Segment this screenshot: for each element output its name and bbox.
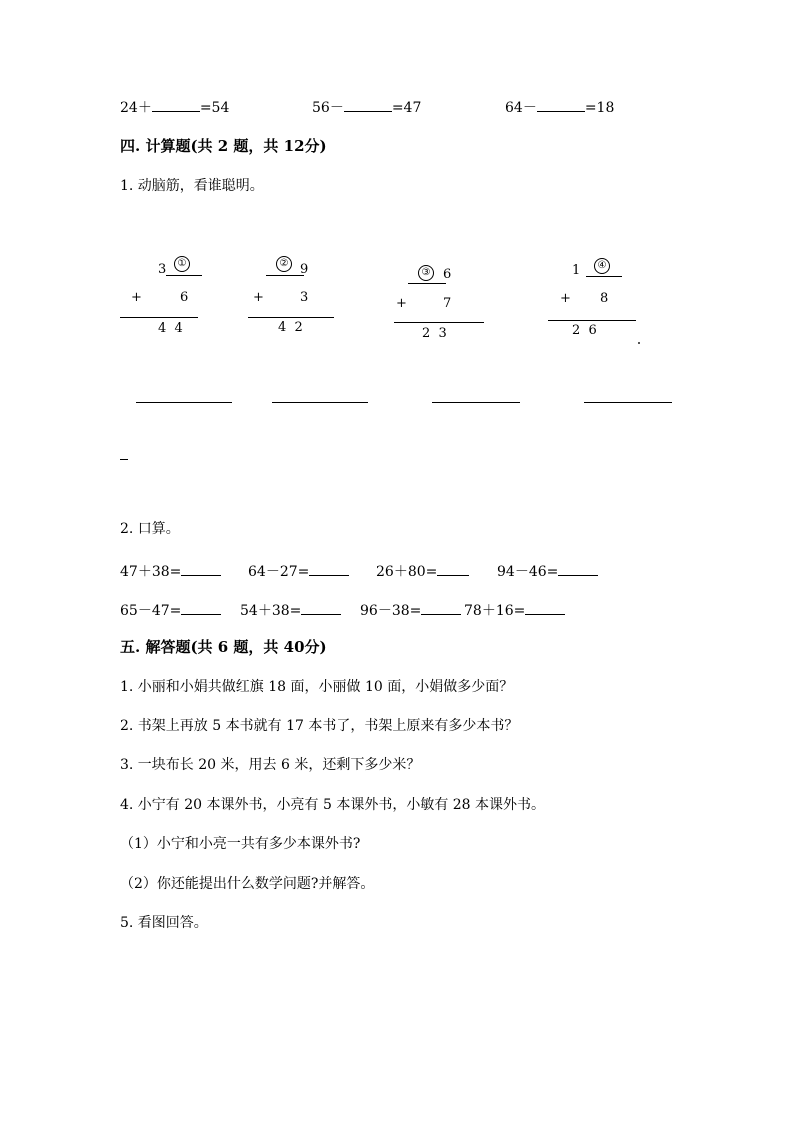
addend: 3 (300, 290, 309, 305)
answer-blank[interactable] (421, 602, 461, 615)
oral-item (497, 563, 598, 579)
answer-blank[interactable] (537, 99, 585, 112)
answer-blank[interactable] (301, 602, 341, 615)
section5-q1: 1. 小丽和小娟共做红旗 18 面，小丽做 10 面，小娟做多少面？ (120, 679, 514, 695)
answer-line-2[interactable] (272, 402, 368, 403)
addend: 8 (600, 291, 609, 306)
oral-expr: 65－47= (120, 603, 182, 619)
oral-expr: 78＋16= (464, 603, 526, 619)
answer-blank[interactable] (344, 99, 392, 112)
top-digit: 1 (572, 263, 581, 278)
answer-blank[interactable] (181, 602, 221, 615)
section5-q4-sub1: （1）小宁和小亮一共有多少本课外书? (120, 836, 361, 852)
addend: 7 (443, 296, 452, 311)
section5-q2: 2. 书架上再放 5 本书就有 17 本书了，书架上原来有多少本书？ (120, 718, 519, 734)
result: 2 6 (572, 323, 597, 338)
section5-q3: 3. 一块布长 20 米，用去 6 米，还剩下多少米？ (120, 757, 421, 773)
answer-blank[interactable] (525, 602, 565, 615)
top-underline (166, 275, 202, 276)
oral-expr: 96－38= (360, 603, 422, 619)
top-underline (408, 283, 446, 284)
oral-item (120, 563, 221, 579)
section5-q4-sub2: （2）你还能提出什么数学问题?并解答。 (120, 876, 375, 892)
fill-expr-left: 64－ (505, 100, 537, 116)
result: 4 4 (158, 321, 183, 336)
section4-heading: 四. 计算题(共 2 题，共 12分) (120, 137, 327, 155)
fill-expr-right: =18 (584, 100, 615, 116)
result: 4 2 (278, 320, 303, 335)
section4-q1: 1. 动脑筋，看谁聪明。 (120, 178, 264, 194)
fill-expr-right: =54 (199, 100, 230, 116)
stray-mark (638, 342, 640, 344)
section4-q2: 2. 口算。 (120, 521, 180, 537)
sum-line (248, 317, 334, 318)
blank-circle-4[interactable]: ④ (594, 258, 610, 274)
section5-q4: 4. 小宁有 20 本课外书，小亮有 5 本课外书，小敏有 28 本课外书。 (120, 797, 546, 813)
oral-expr: 94－46= (497, 564, 559, 580)
plus-sign: + (131, 290, 142, 305)
oral-expr: 47＋38= (120, 564, 182, 580)
answer-blank[interactable] (152, 99, 200, 112)
fill-item-1 (120, 99, 229, 115)
fill-item-2 (312, 99, 421, 115)
answer-line-4[interactable] (584, 402, 672, 403)
answer-blank[interactable] (181, 563, 221, 576)
oral-item (248, 563, 349, 579)
sum-line (394, 322, 484, 323)
blank-circle-3[interactable]: ③ (418, 265, 434, 281)
blank-circle-1[interactable]: ① (174, 256, 190, 272)
addend: 6 (180, 290, 189, 305)
fill-expr-left: 24＋ (120, 100, 152, 116)
oral-item (120, 602, 221, 618)
oral-item (376, 563, 469, 579)
answer-line-3[interactable] (432, 402, 520, 403)
top-digit: 3 (158, 262, 167, 277)
answer-blank[interactable] (437, 563, 469, 576)
result: 2 3 (422, 326, 447, 341)
top-digit: 6 (443, 267, 452, 282)
section5-heading: 五. 解答题(共 6 题，共 40分) (120, 638, 327, 656)
fill-expr-right: =47 (391, 100, 422, 116)
oral-expr: 54＋38= (240, 603, 302, 619)
answer-blank[interactable] (558, 563, 598, 576)
stray-dash (120, 459, 128, 460)
oral-item (464, 602, 565, 618)
answer-line-1[interactable] (136, 402, 232, 403)
plus-sign: + (560, 291, 571, 306)
plus-sign: + (396, 296, 407, 311)
fill-item-3 (505, 99, 614, 115)
oral-item (360, 602, 461, 618)
top-digit: 9 (300, 262, 309, 277)
oral-expr: 64－27= (248, 564, 310, 580)
top-underline (266, 275, 304, 276)
oral-item (240, 602, 341, 618)
fill-expr-left: 56－ (312, 100, 344, 116)
sum-line (120, 317, 198, 318)
blank-circle-2[interactable]: ② (276, 256, 292, 272)
plus-sign: + (253, 290, 264, 305)
sum-line (548, 320, 636, 321)
top-underline (586, 276, 622, 277)
answer-blank[interactable] (309, 563, 349, 576)
oral-expr: 26＋80= (376, 564, 438, 580)
section5-q5: 5. 看图回答。 (120, 915, 208, 931)
